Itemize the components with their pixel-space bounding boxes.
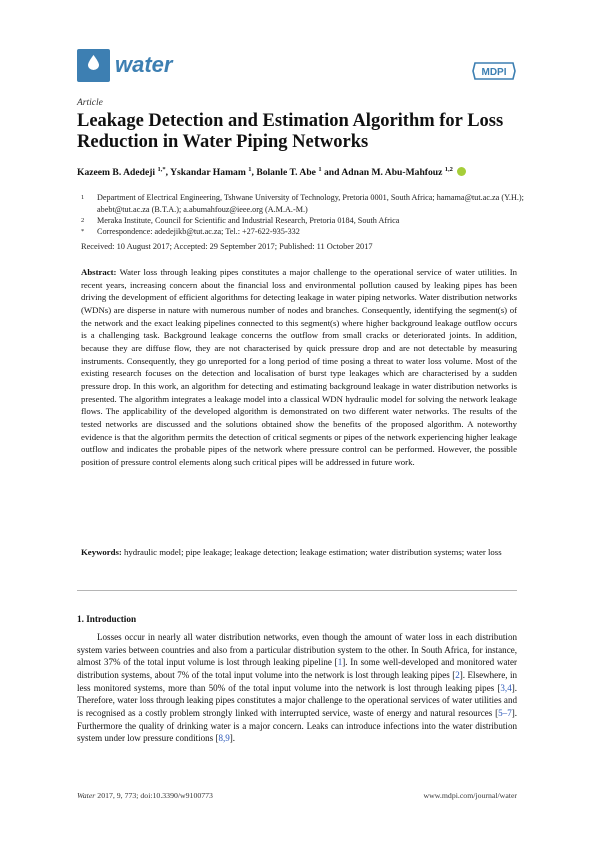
affiliation-mark: 2: [81, 217, 85, 224]
section-heading: 1. Introduction: [77, 614, 137, 624]
author-affiliation-mark: 1,*: [157, 166, 166, 173]
author-name: Yskandar Hamam: [170, 167, 246, 179]
footer-citation: [77, 791, 213, 800]
body-text: ]. In some well-developed and monitored water distribution systems, about 7% of the total input volume into the network is lost through leaking pipes [: [77, 657, 517, 680]
footer-journal: Water: [77, 791, 96, 800]
mdpi-logo: [471, 61, 517, 81]
author-affiliation-mark: 1: [248, 166, 252, 173]
water-drop-icon: [88, 55, 99, 70]
body-text: ]. Therefore, water loss through leaking pipes constitutes a major challenge to the operational services of water utilities and is recognised as a costly problem strongly linked with interrupted service, waste of energy and natural resources [: [77, 682, 517, 718]
keywords-label: Keywords:: [81, 547, 122, 557]
author-name: Bolanle T. Abe: [256, 167, 316, 179]
footer-url[interactable]: www.mdpi.com/journal/water: [423, 791, 517, 800]
body-text: ]. Elsewhere, in less monitored systems, more than 50% of the total input volume into the network is lost through leaking pipes [: [77, 669, 517, 693]
author-affiliation-mark: 1,2: [444, 166, 453, 173]
body-text: ].: [229, 733, 236, 744]
abstract: [81, 266, 517, 469]
body-text: ]. Furthermore the quality of drinking water is a major concern. Leaks can introduce infections into the water distribution system under low pressure conditions [: [77, 707, 517, 744]
author-name: Kazeem B. Adedeji: [77, 167, 156, 179]
citation-link[interactable]: 3,4: [500, 682, 512, 693]
footer-citation-text: 2017, 9, 773; doi:10.3390/w9100773: [95, 791, 213, 800]
citation-link[interactable]: 8,9: [218, 733, 230, 744]
author-list: Kazeem B. Adedeji $^{1,*}$, Yskandar Hamam $^1$, Bolanle T. Abe $^1$ and Adnan M. Abu-Mahfouz $^{1,2}$: [77, 166, 466, 178]
keywords: [81, 546, 517, 559]
intro-paragraph: [77, 631, 517, 745]
citation-link[interactable]: 1: [337, 657, 343, 668]
article-title: Leakage Detection and Estimation Algorithm for Loss Reduction in Water Piping Networks: [77, 111, 504, 152]
author-affiliation-mark: 1: [318, 166, 322, 173]
citation-link[interactable]: 5–7: [498, 707, 512, 718]
publication-dates: Received: 10 August 2017; Accepted: 29 September 2017; Published: 11 October 2017: [81, 242, 373, 251]
article-type: Article: [77, 98, 103, 108]
section-divider: [77, 590, 517, 591]
author-name: Adnan M. Abu-Mahfouz: [341, 167, 443, 179]
citation-link[interactable]: 2: [455, 669, 460, 680]
body-text: Losses occur in nearly all water distribution networks, even though the amount of water loss in each distribution system varies between countries and also from a particular distribution system to the other. In South Africa, for instance, almost 37% of the total input volume is lost through leaking pipeline [: [77, 632, 517, 668]
affiliation-text: Department of Electrical Engineering, Tshwane University of Technology, Pretoria 0001, South Africa; hamama@tut.ac.za (Y.H.); abebt@tut.ac.za (B.T.A.); a.abumahfouz@ieee.org (A.M.A.-M.): [97, 193, 524, 214]
svg-text:MDPI: MDPI: [481, 67, 507, 78]
affiliation-mark: *: [81, 228, 85, 235]
journal-name: water: [115, 52, 173, 77]
affiliation-mark: 1: [81, 194, 85, 201]
orcid-icon[interactable]: [457, 167, 466, 176]
affiliation-text: Meraka Institute, Council for Scientific and Industrial Research, Pretoria 0184, South Africa: [97, 216, 400, 225]
correspondence-text: Correspondence: adedejikb@tut.ac.za; Tel.: +27-622-935-332: [97, 227, 300, 236]
abstract-label: Abstract:: [81, 267, 117, 277]
abstract-text: Water loss through leaking pipes constitutes a major challenge to the operational service of water utilities. In recent years, increasing concern about the financial loss and environmental pollution caused by leaking pipes has been driving the development of efficient algorithms for detecting leakage in water piping networks. Water distribution networks (WDNs) are disperse in nature with numerous number of nodes and branches. Consequently, identifying the segment(s) of the network and the exact leaking pipelines connected to this segment(s) where higher background leakage outflow occurs is a challenging task. Background leakage concerns the outflow from small cracks or deteriorated joints. In addition, because they are diffuse flow, they are not characterised by quick pressure drop and are not detectable by measuring instruments. Consequently, they go unreported for a long period of time posing a threat to water loss volume. Most of the existing research focuses on the detection and localisation of burst type leakages which are characterised by a sudden pressure drop. In this work, an algorithm for detecting and estimating background leakage in water distribution networks is presented. The algorithm integrates a leakage model into a classical WDN hydraulic model for solving the network leakage flows. The applicability of the developed algorithm is demonstrated on two different water networks. The results of the tested networks are discussed and the solutions obtained show the benefits of the proposed algorithm. A noteworthy evidence is that the algorithm permits the detection of critical segments or pipes of the network experiencing higher leakage outflow and indicates the probable pipes of the network where pressure control can be performed. However, the possible position of pressure control elements along such critical pipes will be addressed in future work.: [81, 267, 517, 467]
keywords-text: hydraulic model; pipe leakage; leakage detection; leakage estimation; water distribution systems; water loss: [124, 547, 502, 557]
